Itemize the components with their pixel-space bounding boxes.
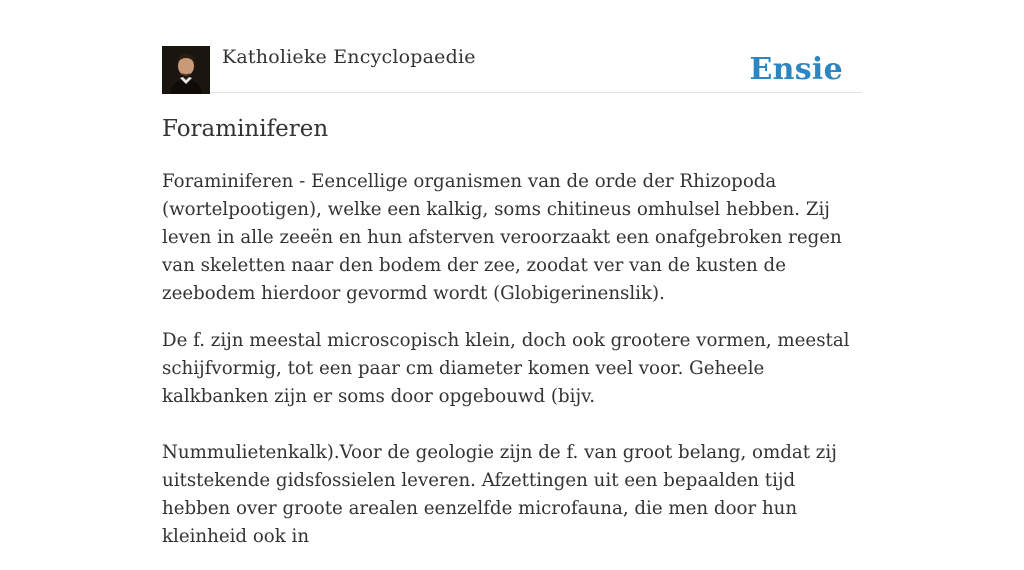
article-paragraph: De f. zijn meestal microscopisch klein, doch ook grootere vormen, meestal schijfvormig, tot een paar cm diameter komen veel voor. Geheele kalkbanken zijn er soms door opgebouwd (bijv. Nummulietenkalk).Voor de geologie zijn de f. van groot belang, omdat zij uitstekende gidsfossielen leveren. Afzettingen uit een bepaalden tijd hebben over groote arealen eenzelfde microfauna, die men door hun kleinheid ook in [162,330,850,547]
article-paragraph: Foraminiferen - Eencellige organismen van de orde der Rhizopoda (wortelpootigen), welke een kalkig, soms chitineus omhulsel hebben. Zij leven in alle zeeën en hun afsterven veroorzaakt een onafgebroken regen van skeletten naar den bodem der zee, zoodat ver van de kusten de zeebodem hierdoor gevormd wordt (Globigerinenslik). [162,171,842,304]
page-title: Foraminiferen [162,116,329,142]
article-body [162,168,862,570]
portrait-avatar-icon [162,46,210,94]
page-container [162,0,862,547]
site-name[interactable]: Katholieke Encyclopaedie [222,46,476,68]
brand-logo[interactable]: Ensie [749,52,843,87]
avatar[interactable] [162,46,210,94]
site-header [162,0,862,93]
